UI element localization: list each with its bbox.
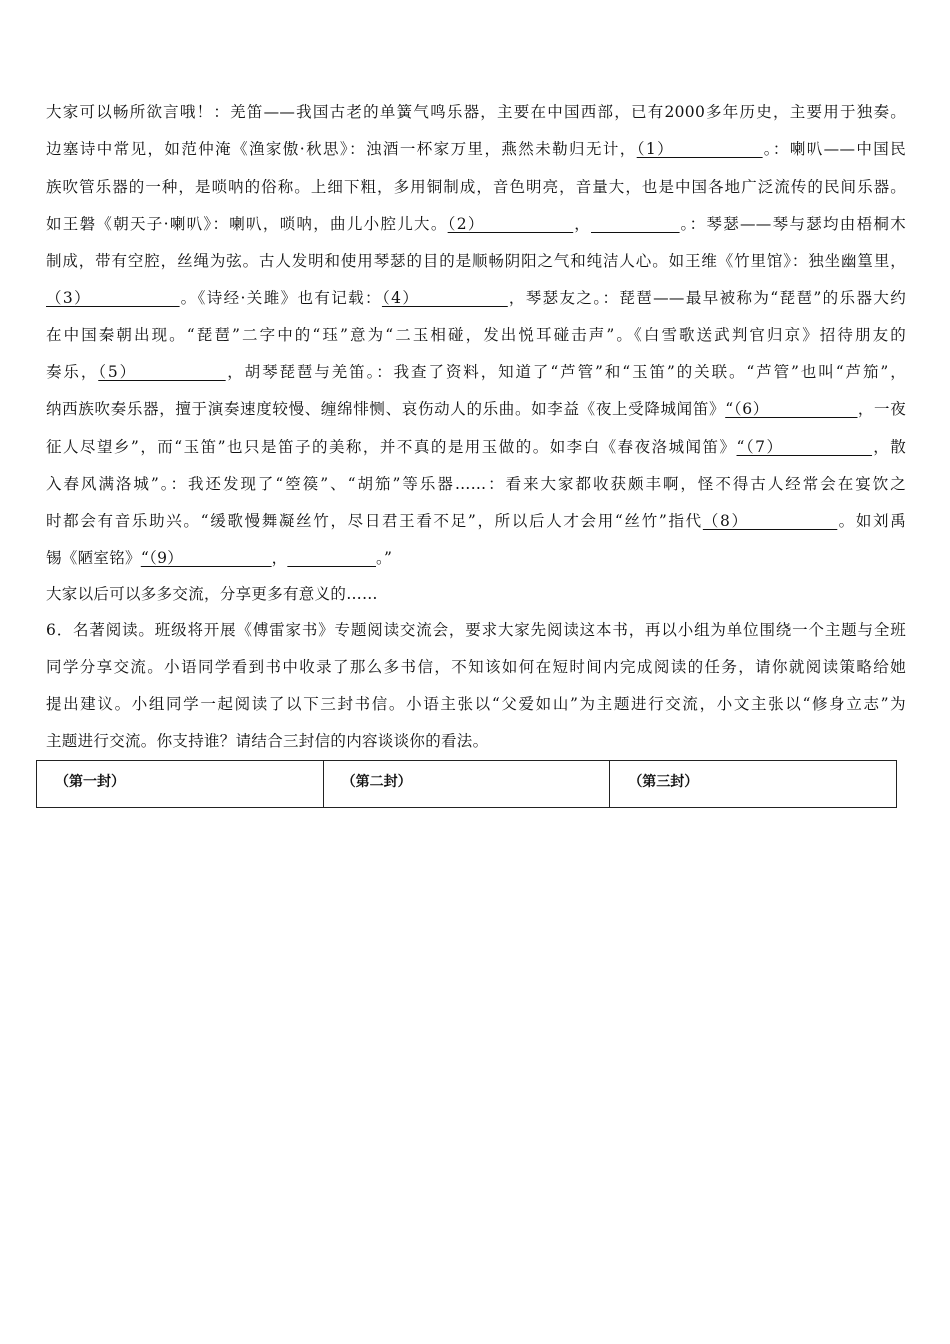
text-segment: 主题进行交流。你支持谁？请结合三封信的内容谈谈你的看法。 (46, 732, 489, 750)
fill-in-blank[interactable]: （4）___________ (381, 289, 508, 307)
q5-line-11 (46, 474, 906, 494)
text-segment: 时都会有音乐助兴。“缓歌慢舞凝丝竹，尽日君王看不足”，所以后人才会用“丝竹”指代 (46, 512, 703, 530)
q5-line-13 (46, 548, 392, 568)
text-segment: 征人尽望乡”，而“玉笛”也只是笛子的美称，并不真的是用玉做的。如李白《春夜洛城闻笛》 (46, 438, 737, 456)
q5-line-1 (46, 102, 906, 122)
letter-2-header: （第二封） (323, 761, 610, 808)
q5-line-8 (46, 362, 906, 382)
text-segment: 边塞诗中常见，如范仲淹《渔家傲·秋思》：浊酒一杯家万里，燕然未勒归无计， (46, 140, 637, 158)
text-segment: 在中国秦朝出现。“琵琶”二字中的“珏”意为“二玉相碰，发出悦耳碰击声”。《白雪歌送武判官归京》招待朋友的 (46, 326, 906, 344)
q5-line-3 (46, 177, 906, 197)
fill-in-blank[interactable]: “（7）___________ (736, 438, 873, 456)
q5-line-7 (46, 325, 906, 345)
q6-line-2 (46, 657, 906, 677)
q6-line-3 (46, 694, 906, 714)
text-segment: ， (573, 215, 591, 233)
text-segment: 锡《陋室铭》 (46, 549, 141, 567)
q5-line-5 (46, 251, 906, 271)
q6-line-1 (46, 620, 906, 640)
fill-in-blank[interactable]: ___________ (287, 549, 376, 567)
text-segment: 。如刘禹 (837, 512, 907, 530)
fill-in-blank[interactable]: （3）___________ (46, 289, 180, 307)
text-segment: 制成，带有空腔，丝绳为弦。古人发明和使用琴瑟的目的是顺畅阴阳之气和纯洁人心。如王维《竹里馆》：独坐幽篁里， (46, 252, 906, 270)
q5-line-2 (46, 139, 906, 159)
fill-in-blank[interactable]: （1）___________ (636, 140, 763, 158)
text-segment: 同学分享交流。小语同学看到书中收录了那么多书信，不知该如何在短时间内完成阅读的任务，请你就阅读策略给她 (46, 658, 906, 676)
text-segment: 入春风满洛城”。：我还发现了“箜篌”、“胡笳”等乐器……：看来大家都收获颇丰啊，怪不得古人经常会在宴饮之 (46, 475, 906, 493)
text-segment: 。《诗经·关雎》也有记载： (179, 289, 382, 307)
text-segment: 6．名著阅读。班级将开展《傅雷家书》专题阅读交流会，要求大家先阅读这本书，再以小组为单位围绕一个主题与全班 (46, 621, 906, 639)
q5-line-6 (46, 288, 906, 308)
q5-line-14 (46, 584, 378, 604)
text-segment: 奏乐， (46, 363, 99, 381)
text-segment: 提出建议。小组同学一起阅读了以下三封书信。小语主张以“父爱如山”为主题进行交流，小文主张以“修身立志”为 (46, 695, 906, 713)
text-segment: 如王磐《朝天子·喇叭》：喇叭，唢呐，曲儿小腔儿大。 (46, 215, 448, 233)
text-segment: 大家以后可以多多交流，分享更多有意义的…… (46, 585, 378, 603)
text-segment: ，胡琴琵琶与羌笛。：我查了资料，知道了“芦管”和“玉笛”的关联。“芦管”也叫“芦笳”， (225, 363, 907, 381)
text-segment: 大家可以畅所欲言哦！：羌笛——我国古老的单簧气鸣乐器，主要在中国西部，已有2000多年历史，主要用于独奏。 (46, 103, 906, 121)
fill-in-blank[interactable]: （8）___________ (702, 512, 838, 530)
text-segment: 纳西族吹奏乐器，擅于演奏速度较慢、缠绵悱恻、哀伤动人的乐曲。如李益《夜上受降城闻笛》 (46, 400, 726, 418)
text-segment: 。：喇叭——中国民 (762, 140, 907, 158)
fill-in-blank[interactable]: “（6）___________ (725, 400, 858, 418)
fill-in-blank[interactable]: （5）___________ (98, 363, 226, 381)
fill-in-blank[interactable]: （2）___________ (447, 215, 574, 233)
q5-line-12 (46, 511, 906, 531)
text-segment: ， (271, 549, 288, 567)
q5-line-9 (46, 399, 906, 419)
text-segment: 。” (375, 549, 393, 567)
q6-line-4 (46, 731, 488, 751)
text-segment: 族吹管乐器的一种，是唢呐的俗称。上细下粗，多用铜制成，音色明亮，音量大，也是中国各地广泛流传的民间乐器。 (46, 178, 906, 196)
q5-line-10 (46, 437, 906, 457)
fill-in-blank[interactable]: ___________ (591, 215, 680, 233)
letter-3-header: （第三封） (610, 761, 897, 808)
letters-table (36, 760, 897, 808)
q5-line-4 (46, 214, 906, 234)
text-segment: ，散 (872, 438, 906, 456)
text-segment: ，一夜 (857, 400, 906, 418)
text-segment: ，琴瑟友之。：琵琶——最早被称为“琵琶”的乐器大约 (507, 289, 907, 307)
text-segment: 。：琴瑟——琴与瑟均由梧桐木 (679, 215, 906, 233)
letter-1-header: （第一封） (37, 761, 324, 808)
fill-in-blank[interactable]: “（9）___________ (140, 549, 272, 567)
